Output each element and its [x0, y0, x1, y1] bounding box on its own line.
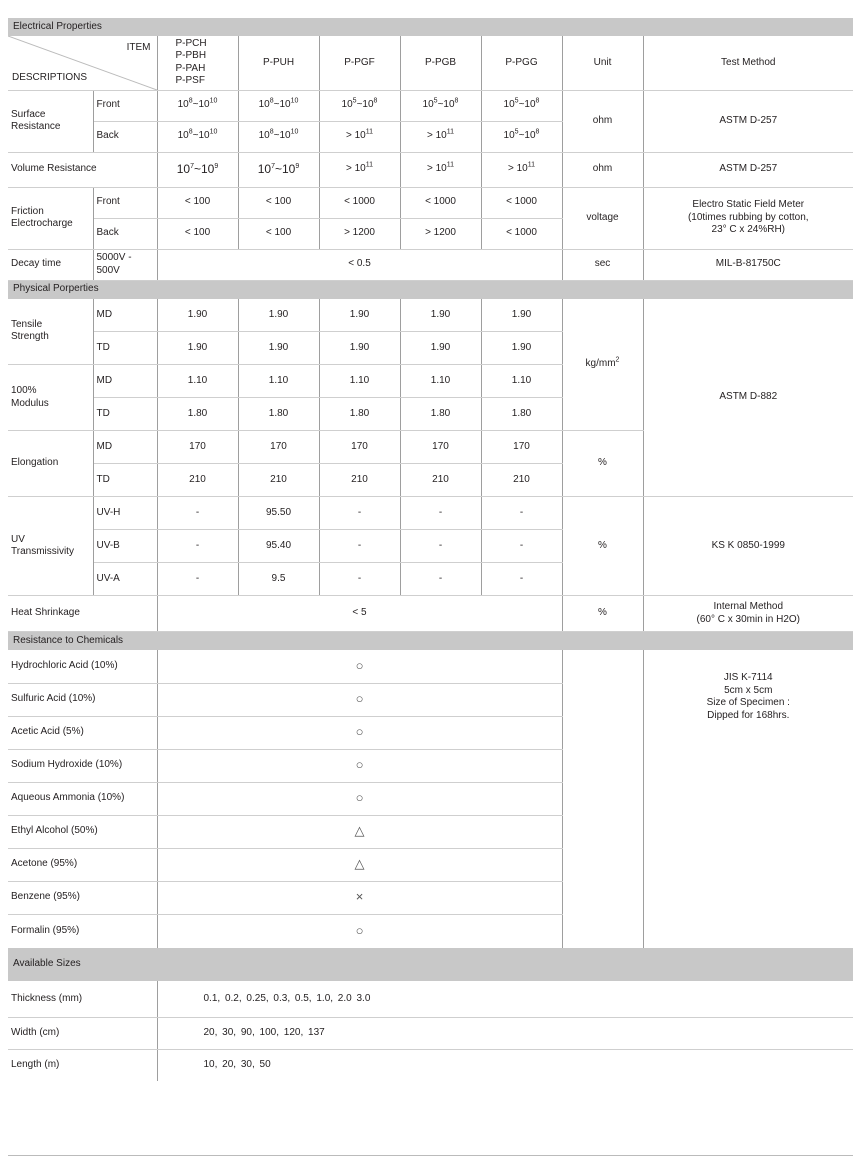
value-cell: $10^8\sim 10^{10}$ — [238, 121, 319, 152]
size-label: Thickness (mm) — [8, 981, 157, 1017]
sub-label: TD — [93, 332, 157, 365]
method-line: (10times rubbing by cotton, — [687, 211, 809, 223]
value-cell: - — [157, 497, 238, 530]
value-cell: 210 — [238, 464, 319, 497]
chemical-label: Formalin (95%) — [8, 914, 157, 948]
header-col-pch-line: P-PAH — [175, 62, 206, 74]
value-cell: - — [157, 530, 238, 563]
value-cell: - — [481, 563, 562, 596]
size-row — [8, 1049, 853, 1081]
value-cell: 210 — [319, 464, 400, 497]
chemical-result: ○ — [157, 914, 562, 948]
value-cell: 1.90 — [400, 332, 481, 365]
value-cell: 1.90 — [238, 332, 319, 365]
size-value: 20, 30, 90, 100, 120, 137 — [157, 1017, 853, 1049]
value-cell: < 100 — [238, 218, 319, 249]
value-cell: < 0.5 — [157, 249, 562, 280]
header-item-label: ITEM — [126, 42, 151, 53]
method-line: (60° C x 30min in H2O) — [696, 613, 800, 625]
value-cell: < 100 — [238, 187, 319, 218]
chemical-result: ○ — [157, 782, 562, 815]
chemical-result: △ — [157, 815, 562, 848]
header-col-pgb: P-PGB — [400, 36, 481, 90]
value-cell: $10^7\sim 10^9$ — [157, 152, 238, 187]
value-cell: 170 — [157, 431, 238, 464]
chemical-label: Benzene (95%) — [8, 881, 157, 914]
method-line: Dipped for 168hrs. — [707, 709, 790, 721]
surface-front-row — [8, 90, 853, 121]
chemical-label: Ethyl Alcohol (50%) — [8, 815, 157, 848]
section-title: Physical Porperties — [8, 280, 853, 299]
chemical-label: Aqueous Ammonia (10%) — [8, 782, 157, 815]
decay-time-row — [8, 249, 853, 280]
value-cell: $10^8\sim 10^{10}$ — [238, 90, 319, 121]
uv-label — [8, 497, 93, 596]
value-cell: < 1000 — [481, 218, 562, 249]
value-cell: $10^8\sim 10^{10}$ — [157, 121, 238, 152]
value-cell: 1.90 — [319, 332, 400, 365]
sub-label: UV-H — [93, 497, 157, 530]
section-electrical — [8, 18, 853, 36]
method-cell: MIL-B-81750C — [643, 249, 853, 280]
section-title: Available Sizes — [8, 948, 853, 981]
value-cell: > 1200 — [319, 218, 400, 249]
value-cell: 1.80 — [400, 398, 481, 431]
value-cell: > $10^{11}$ — [319, 121, 400, 152]
value-cell: 1.90 — [400, 299, 481, 332]
value-cell: > $10^{11}$ — [319, 152, 400, 187]
row-label: Decay time — [8, 249, 93, 280]
value-cell: < 100 — [157, 187, 238, 218]
header-col-pgf: P-PGF — [319, 36, 400, 90]
unit-cell: % — [562, 431, 643, 497]
value-cell: 1.10 — [157, 365, 238, 398]
condition-line: 500V — [96, 264, 120, 276]
value-cell: - — [400, 530, 481, 563]
unit-cell: % — [562, 596, 643, 632]
section-sizes — [8, 948, 853, 981]
label-line: Strength — [11, 331, 49, 343]
header-unit: Unit — [562, 36, 643, 90]
size-row — [8, 1017, 853, 1049]
value-cell: $10^8\sim 10^{10}$ — [157, 90, 238, 121]
chemical-label: Sulfuric Acid (10%) — [8, 683, 157, 716]
header-test-method: Test Method — [643, 36, 853, 90]
value-cell: 95.40 — [238, 530, 319, 563]
size-label: Width (cm) — [8, 1017, 157, 1049]
label-line: Electrocharge — [11, 218, 73, 229]
chemical-method-cell — [643, 650, 853, 948]
header-descriptions-cell — [8, 36, 157, 90]
value-cell: < 5 — [157, 596, 562, 632]
sub-label: UV-B — [93, 530, 157, 563]
sub-label: MD — [93, 431, 157, 464]
value-cell: 1.80 — [157, 398, 238, 431]
sub-label: Back — [93, 218, 157, 249]
elongation-label: Elongation — [8, 431, 93, 497]
chemical-unit-cell — [562, 650, 643, 948]
value-cell: - — [481, 530, 562, 563]
chemical-label: Acetone (95%) — [8, 848, 157, 881]
header-col-pgg: P-PGG — [481, 36, 562, 90]
value-cell: 1.90 — [481, 299, 562, 332]
value-cell: 170 — [400, 431, 481, 464]
section-physical — [8, 280, 853, 299]
value-cell: < 1000 — [319, 187, 400, 218]
spec-table — [8, 18, 853, 1081]
chemical-result: × — [157, 881, 562, 914]
unit-cell: % — [562, 497, 643, 596]
value-cell: 9.5 — [238, 563, 319, 596]
value-cell: - — [319, 563, 400, 596]
value-cell: 1.10 — [238, 365, 319, 398]
value-cell: - — [157, 563, 238, 596]
surface-resistance-label — [8, 90, 93, 152]
method-line: Size of Specimen : — [706, 697, 790, 708]
sub-label: TD — [93, 398, 157, 431]
method-cell: ASTM D-257 — [643, 152, 853, 187]
method-cell — [643, 596, 853, 632]
value-cell: $10^5\sim 10^8$ — [319, 90, 400, 121]
value-cell: - — [319, 530, 400, 563]
chemical-result: ○ — [157, 683, 562, 716]
unit-cell: ohm — [562, 90, 643, 152]
chemical-label: Sodium Hydroxide (10%) — [8, 749, 157, 782]
header-col-pch-line: P-PBH — [175, 50, 207, 62]
tensile-label — [8, 299, 93, 365]
label-line: 100% — [11, 385, 37, 396]
label-line: Friction — [11, 205, 44, 217]
chemical-label: Acetic Acid (5%) — [8, 716, 157, 749]
uv-h-row — [8, 497, 853, 530]
value-cell: 1.10 — [481, 365, 562, 398]
table-header-row — [8, 36, 853, 90]
header-col-puh: P-PUH — [238, 36, 319, 90]
section-chemicals — [8, 632, 853, 651]
value-cell: < 1000 — [400, 187, 481, 218]
method-cell: ASTM D-257 — [643, 90, 853, 152]
chemical-result: △ — [157, 848, 562, 881]
method-cell: ASTM D-882 — [643, 299, 853, 497]
value-cell: - — [319, 497, 400, 530]
sub-label: MD — [93, 299, 157, 332]
label-line: UV — [11, 533, 25, 545]
modulus-label — [8, 365, 93, 431]
sub-label: MD — [93, 365, 157, 398]
header-col-pch-line: P-PCH — [175, 37, 207, 49]
value-cell: - — [400, 563, 481, 596]
chemical-result: ○ — [157, 716, 562, 749]
value-cell: 170 — [319, 431, 400, 464]
size-row — [8, 981, 853, 1017]
value-cell: 1.90 — [157, 299, 238, 332]
header-col-pch-line: P-PSF — [175, 75, 205, 87]
value-cell: > 1200 — [400, 218, 481, 249]
value-cell: 1.90 — [238, 299, 319, 332]
volume-resistance-row — [8, 152, 853, 187]
bottom-rule — [8, 1155, 853, 1156]
value-cell: 95.50 — [238, 497, 319, 530]
value-cell: - — [400, 497, 481, 530]
chemical-label: Hydrochloric Acid (10%) — [8, 650, 157, 683]
spec-sheet — [8, 18, 853, 1081]
method-line: Electro Static Field Meter — [692, 199, 805, 211]
value-cell: 210 — [400, 464, 481, 497]
value-cell: $10^5\sim 10^8$ — [481, 90, 562, 121]
size-label: Length (m) — [8, 1049, 157, 1081]
method-line: JIS K-7114 — [723, 672, 773, 683]
value-cell: < 1000 — [481, 187, 562, 218]
label-line: Surface — [11, 108, 46, 120]
value-cell: $10^5\sim 10^8$ — [481, 121, 562, 152]
value-cell: > $10^{11}$ — [400, 121, 481, 152]
sub-label: Back — [93, 121, 157, 152]
value-cell: 1.10 — [319, 365, 400, 398]
value-cell: 210 — [157, 464, 238, 497]
size-value: 0.1, 0.2, 0.25, 0.3, 0.5, 1.0, 2.0 3.0 — [157, 981, 853, 1017]
method-cell: KS K 0850-1999 — [643, 497, 853, 596]
method-line: 23° C x 24%RH) — [711, 224, 785, 236]
value-cell: 1.80 — [319, 398, 400, 431]
header-col-pch — [157, 36, 238, 90]
value-cell: 1.80 — [481, 398, 562, 431]
unit-cell: sec — [562, 249, 643, 280]
label-line: Transmissivity — [11, 546, 74, 557]
condition-line: 5000V - — [96, 252, 132, 263]
value-cell: 1.80 — [238, 398, 319, 431]
value-cell: > $10^{11}$ — [400, 152, 481, 187]
friction-front-row — [8, 187, 853, 218]
sub-label: Front — [93, 90, 157, 121]
value-cell: $10^5\sim 10^8$ — [400, 90, 481, 121]
value-cell: > $10^{11}$ — [481, 152, 562, 187]
value-cell: 1.90 — [319, 299, 400, 332]
unit-cell: $kg/mm^2$ — [562, 299, 643, 431]
unit-cell: voltage — [562, 187, 643, 249]
tensile-md-row — [8, 299, 853, 332]
chemical-result: ○ — [157, 650, 562, 683]
chemical-result: ○ — [157, 749, 562, 782]
method-cell — [643, 187, 853, 249]
label-line: Resistance — [11, 121, 61, 132]
unit-cell: ohm — [562, 152, 643, 187]
value-cell: 210 — [481, 464, 562, 497]
header-descriptions-label: DESCRIPTIONS — [12, 72, 88, 83]
method-line: 5cm x 5cm — [724, 684, 773, 696]
row-label: Heat Shrinkage — [8, 596, 157, 632]
value-cell: 170 — [481, 431, 562, 464]
value-cell: $10^7\sim 10^9$ — [238, 152, 319, 187]
sub-label: Front — [93, 187, 157, 218]
sub-label: TD — [93, 464, 157, 497]
decay-condition — [93, 249, 157, 280]
friction-label — [8, 187, 93, 249]
heat-shrinkage-row — [8, 596, 853, 632]
value-cell: 1.10 — [400, 365, 481, 398]
chemical-row — [8, 650, 853, 683]
value-cell: - — [481, 497, 562, 530]
method-line: Internal Method — [713, 601, 784, 612]
section-title: Resistance to Chemicals — [8, 632, 853, 651]
row-label: Volume Resistance — [8, 152, 157, 187]
value-cell: 170 — [238, 431, 319, 464]
label-line: Modulus — [11, 397, 49, 409]
value-cell: 1.90 — [481, 332, 562, 365]
label-line: Tensile — [11, 318, 43, 330]
size-value: 10, 20, 30, 50 — [203, 1059, 271, 1070]
section-title: Electrical Properties — [8, 18, 853, 36]
value-cell: < 100 — [157, 218, 238, 249]
value-cell: 1.90 — [157, 332, 238, 365]
sub-label: UV-A — [93, 563, 157, 596]
